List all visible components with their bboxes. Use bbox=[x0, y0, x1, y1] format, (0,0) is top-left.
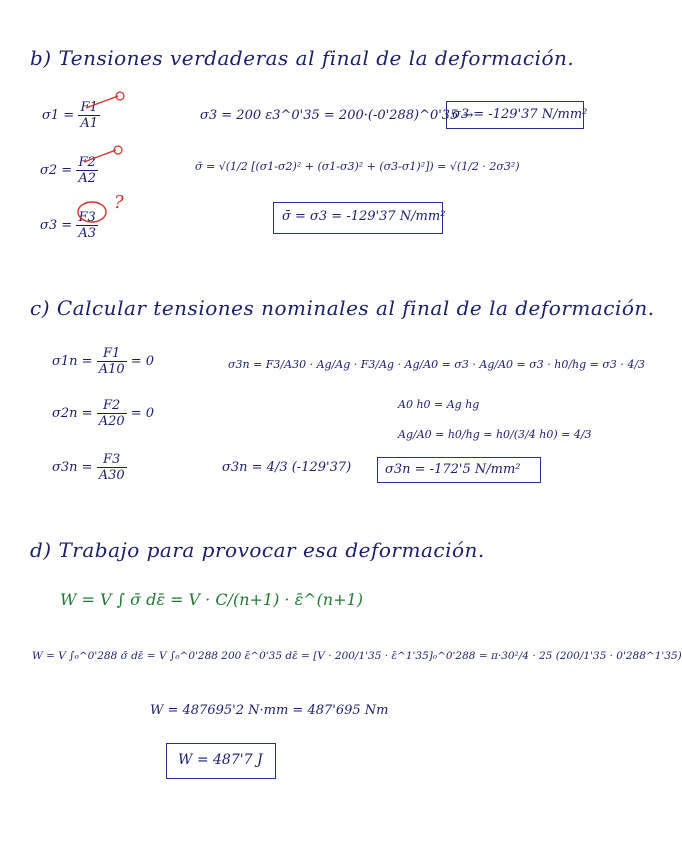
sigma3-circle-mark bbox=[74, 198, 110, 226]
sigma2n-fraction bbox=[97, 398, 127, 429]
sigma2-lhs: σ2 = bbox=[40, 163, 73, 178]
sigma3-denominator: A3 bbox=[78, 226, 96, 241]
sigma2n-denominator: A20 bbox=[98, 414, 125, 429]
sigma3-result: σ3 = -129'37 N/mm² bbox=[452, 107, 588, 122]
sigma3-true-stress-equation: σ3 = 200 ε3^0'35 = 200·(-0'288)^0'35 → bbox=[200, 108, 474, 123]
sigma3n-equation bbox=[52, 452, 127, 483]
section-b-heading: b) Tensiones verdaderas al final de la deformación. bbox=[30, 46, 575, 70]
effective-stress-equation: σ̄ = √(1/2 [(σ1-σ2)² + (σ1-σ3)² + (σ3-σ1)²]) = √(1/2 · 2σ3²) bbox=[195, 160, 520, 173]
sigma1n-denominator: A10 bbox=[98, 362, 125, 377]
sigma1-lhs: σ1 = bbox=[42, 108, 75, 123]
sigma1n-lhs: σ1n = bbox=[52, 354, 93, 369]
sigma2n-rhs: = 0 bbox=[130, 406, 155, 421]
volume-relation: A0 h0 = Ag hg bbox=[398, 398, 480, 411]
sigma1n-rhs: = 0 bbox=[130, 354, 155, 369]
sigma2-denominator: A2 bbox=[78, 171, 96, 186]
sigma1n-fraction bbox=[97, 346, 127, 377]
sigma3n-lhs: σ3n = bbox=[52, 460, 93, 475]
work-result: W = 487'7 J bbox=[178, 752, 263, 768]
question-mark: ? bbox=[114, 192, 124, 213]
sigma2-strike-mark bbox=[80, 144, 124, 166]
sigma2-numerator: F2 bbox=[76, 155, 98, 171]
sigma1-denominator: A1 bbox=[80, 116, 98, 131]
sigma3n-denominator: A30 bbox=[98, 468, 125, 483]
sigma2n-numerator: F2 bbox=[97, 398, 127, 414]
effective-stress-result: σ̄ = σ3 = -129'37 N/mm² bbox=[282, 209, 446, 224]
sigma1-numerator: F1 bbox=[78, 100, 100, 116]
section-c-heading: c) Calcular tensiones nominales al final de la deformación. bbox=[30, 296, 655, 320]
sigma3n-evaluation: σ3n = 4/3 (-129'37) bbox=[222, 460, 352, 475]
area-height-ratio: Ag/A0 = h0/hg = h0/(3/4 h0) = 4/3 bbox=[398, 428, 592, 441]
sigma3-lhs: σ3 = bbox=[40, 218, 73, 233]
sigma1-strike-mark bbox=[82, 90, 126, 112]
section-d-heading: d) Trabajo para provocar esa deformación. bbox=[30, 538, 485, 562]
sigma1n-equation bbox=[52, 346, 154, 377]
sigma3-numerator: F3 bbox=[76, 210, 98, 226]
sigma3n-numerator: F3 bbox=[97, 452, 127, 468]
work-specific-integral: W = V ∫₀^0'288 σ̄ dε̄ = V ∫₀^0'288 200 ε̄^0'35 dε̄ = [V · 200/1'35 · ε̄^1'35]₀^0'288 = π·30²/4 · 25 (200/1'35 · 0'288^1'35) bbox=[32, 650, 682, 662]
work-general-formula: W = V ∫ σ̄ dε̄ = V · C/(n+1) · ε̄^(n+1) bbox=[60, 590, 363, 609]
sigma3n-fraction bbox=[97, 452, 127, 483]
sigma3n-result: σ3n = -172'5 N/mm² bbox=[385, 462, 521, 477]
sigma3n-derivation-chain: σ3n = F3/A30 · Ag/Ag · F3/Ag · Ag/A0 = σ3 · Ag/A0 = σ3 · h0/hg = σ3 · 4/3 bbox=[228, 358, 646, 371]
sigma2n-equation bbox=[52, 398, 154, 429]
sigma1n-numerator: F1 bbox=[97, 346, 127, 362]
sigma2n-lhs: σ2n = bbox=[52, 406, 93, 421]
work-value: W = 487695'2 N·mm = 487'695 Nm bbox=[150, 703, 389, 718]
